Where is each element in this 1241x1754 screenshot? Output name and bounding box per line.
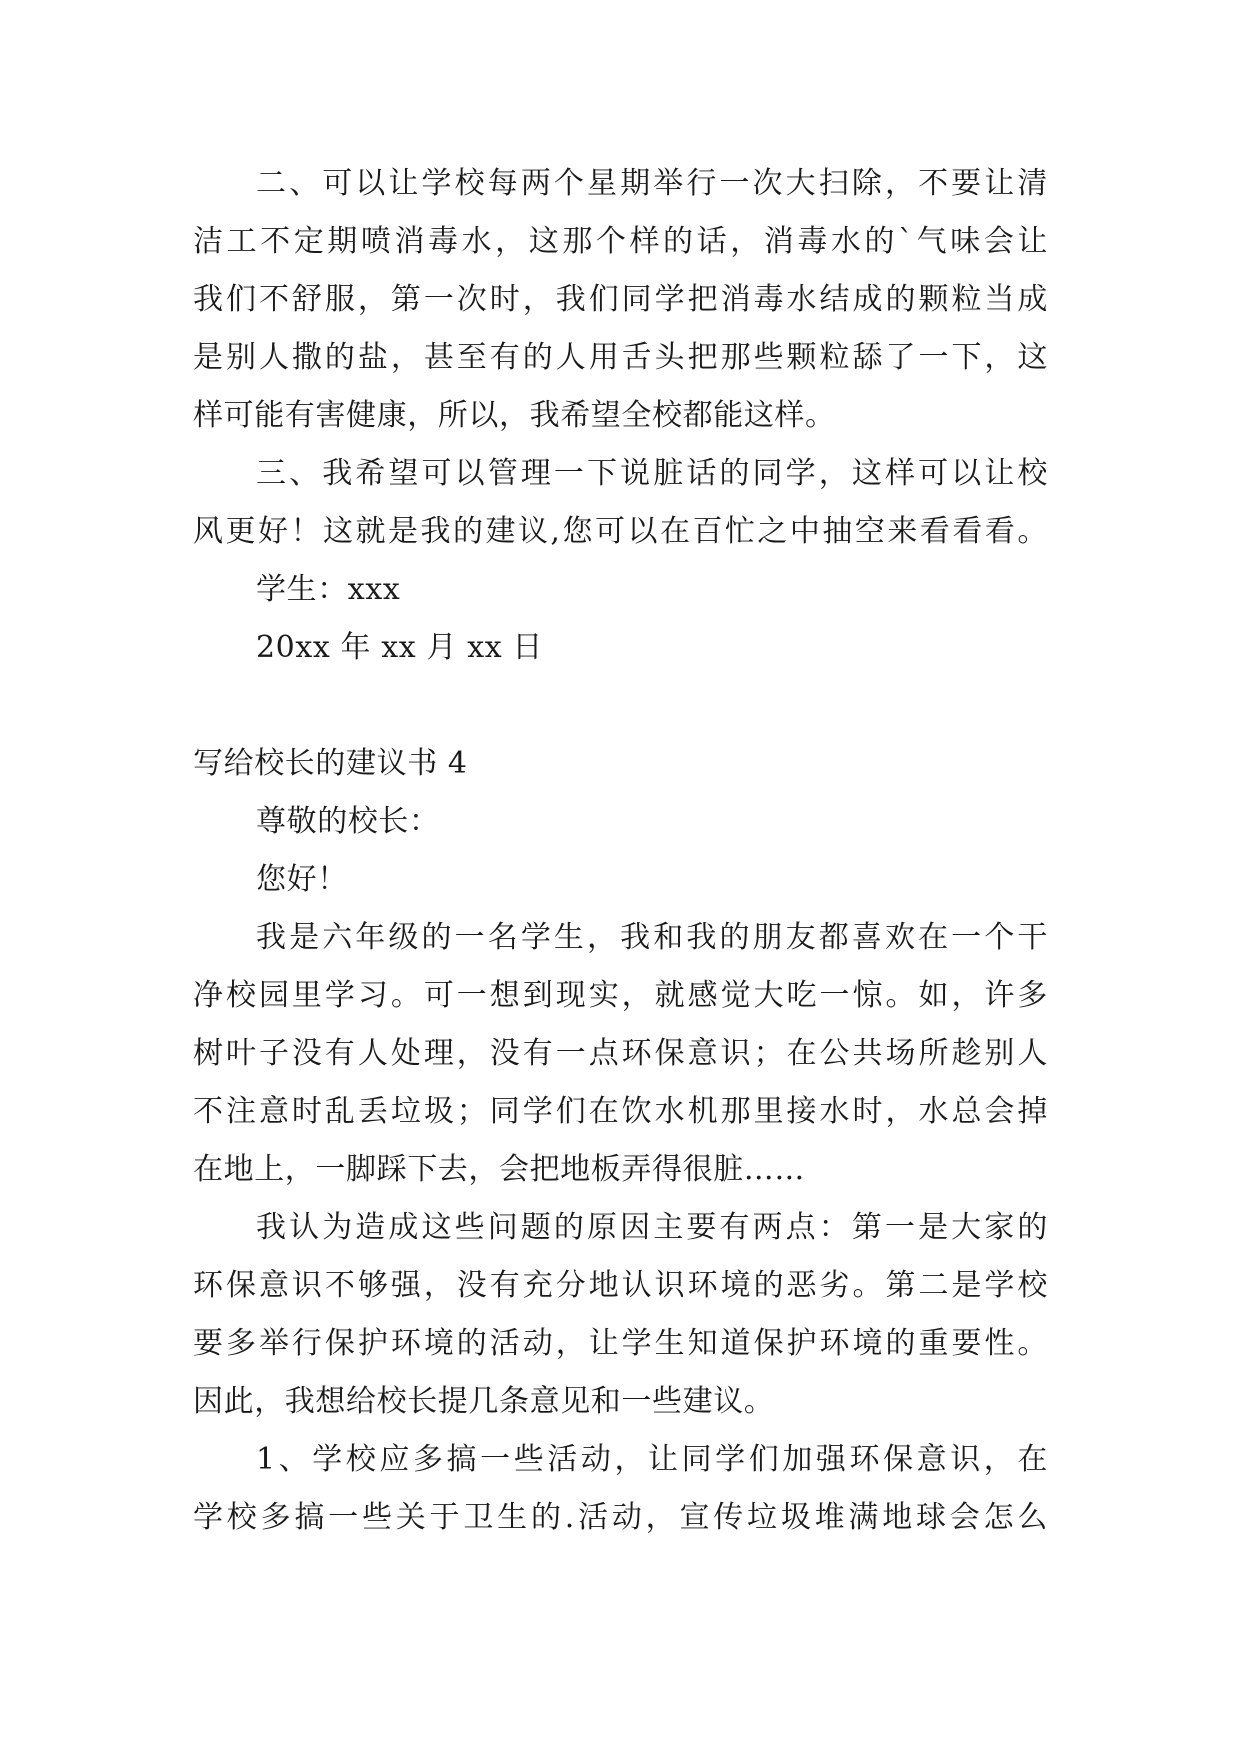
text-line: 树叶子没有人处理，没有一点环保意识；在公共场所趁别人 xyxy=(193,1036,1048,1071)
text-line: 环保意识不够强，没有充分地认识环境的恶劣。第二是学校 xyxy=(193,1268,1048,1303)
text-line: 净校园里学习。可一想到现实，就感觉大吃一惊。如，许多 xyxy=(193,978,1048,1013)
text-line: 1、学校应多搞一些活动，让同学们加强环保意识，在 xyxy=(256,1442,1048,1477)
text-line: 我们不舒服，第一次时，我们同学把消毒水结成的颗粒当成 xyxy=(193,282,1048,317)
date: 20xx 年 xx 月 xx 日 xyxy=(256,630,543,665)
text-line: 学校多搞一些关于卫生的.活动，宣传垃圾堆满地球会怎么 xyxy=(193,1500,1048,1535)
text-line: 不注意时乱丢垃圾；同学们在饮水机那里接水时，水总会掉 xyxy=(193,1094,1048,1129)
text-line: 洁工不定期喷消毒水，这那个样的话，消毒水的`气味会让 xyxy=(193,224,1048,259)
salutation: 尊敬的校长： xyxy=(256,804,440,839)
signature: 学生：xxx xyxy=(256,572,401,607)
text-line: 二、可以让学校每两个星期举行一次大扫除，不要让清 xyxy=(256,166,1048,201)
greeting: 您好！ xyxy=(256,862,348,897)
text-line: 是别人撒的盐，甚至有的人用舌头把那些颗粒舔了一下，这 xyxy=(193,340,1048,375)
text-line: 样可能有害健康，所以，我希望全校都能这样。 xyxy=(193,398,836,433)
text-line: 三、我希望可以管理一下说脏话的同学，这样可以让校 xyxy=(256,456,1048,491)
text-line: 要多举行保护环境的活动，让学生知道保护环境的重要性。 xyxy=(193,1326,1048,1361)
text-line: 风更好！这就是我的建议,您可以在百忙之中抽空来看看看。 xyxy=(193,514,1048,549)
text-line: 我认为造成这些问题的原因主要有两点：第一是大家的 xyxy=(256,1210,1048,1245)
text-line: 我是六年级的一名学生，我和我的朋友都喜欢在一个干 xyxy=(256,920,1048,955)
letter-title: 写给校长的建议书 4 xyxy=(193,746,468,781)
text-line: 在地上，一脚踩下去，会把地板弄得很脏…… xyxy=(193,1152,805,1187)
text-line: 因此，我想给校长提几条意见和一些建议。 xyxy=(193,1384,775,1419)
